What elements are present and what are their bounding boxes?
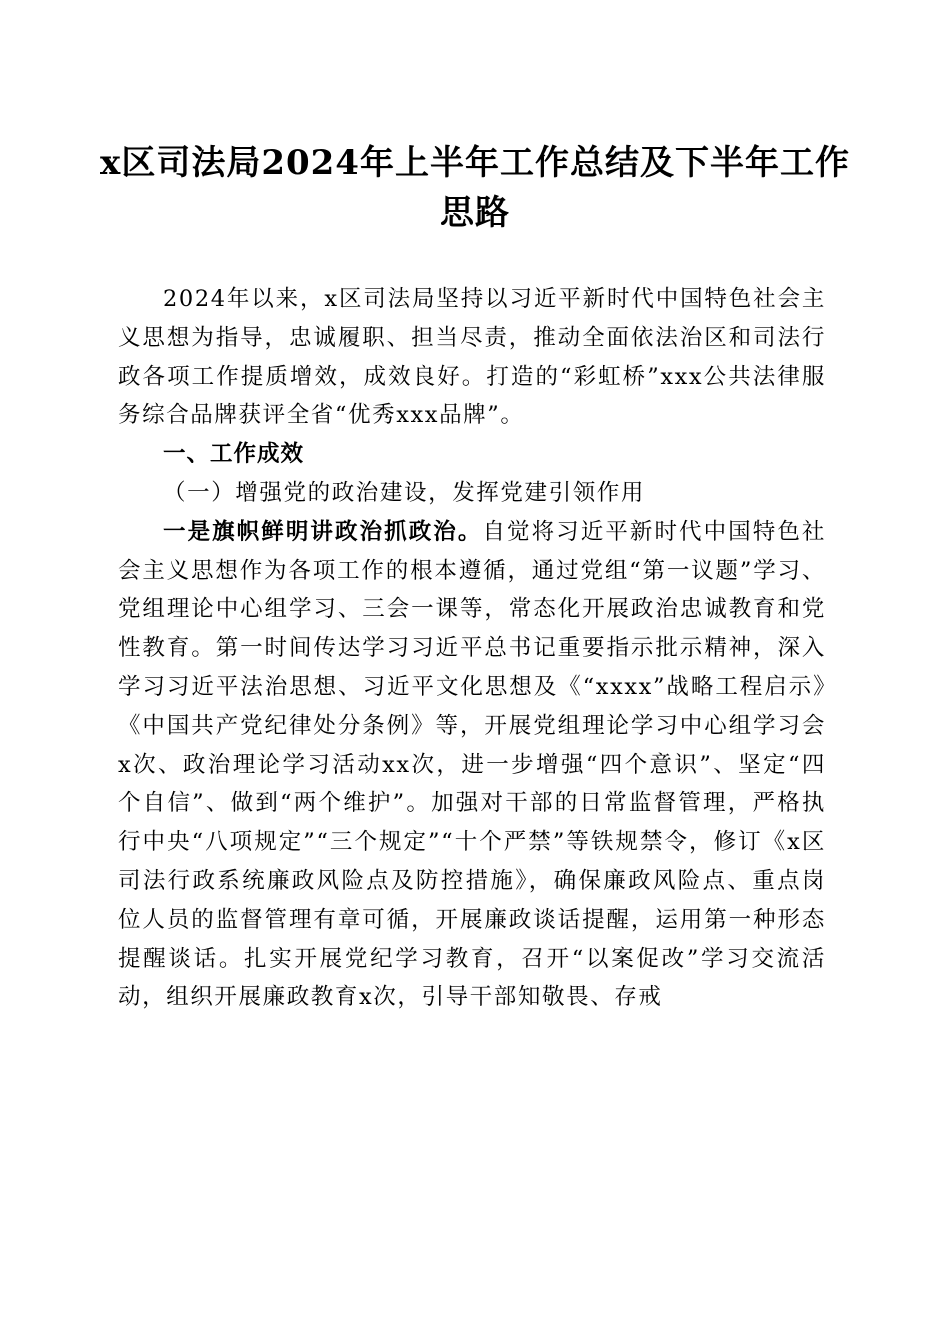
section-heading: 一、工作成效 bbox=[163, 441, 305, 468]
paragraph-body: 自觉将习近平新时代中国特色社会主义思想作为各项工作的根本遵循，通过党组“第一议题”学习、党组理论中心组学习、三会一课等，常态化开展政治忠诚教育和党性教育。第一时间传达学习习近平总书记重要指示批示精神，深入学习习近平法治思想、习近平文化思想及《“xxxx”战略工程启示》《中国共产党纪律处分条例》等，开展党组理论学习中心组学习会x次、政治理论学习活动xx次，进一步增强“四个意识”、坚定“四个自信”、做到“两个维护”。加强对干部的日常监督管理，严格执行中央“八项规定”“三个规定”“十个严禁”等铁规禁令，修订《x区司法行政系统廉政风险点及防控措施》，确保廉政风险点、重点岗位人员的监督管理有章可循，开展廉政谈话提醒，运用第一种形态提醒谈话。扎实开展党纪学习教育，召开“以案促改”学习交流活动，组织开展廉政教育x次，引导干部知敬畏、存戒 bbox=[118, 518, 826, 1011]
body-paragraph bbox=[118, 513, 826, 1017]
paragraph-lead: 一是旗帜鲜明讲政治抓政治。 bbox=[163, 518, 483, 545]
document-body bbox=[118, 280, 826, 1017]
subsection-heading: （一）增强党的政治建设，发挥党建引领作用 bbox=[163, 479, 646, 506]
intro-paragraph: 2024年以来，x区司法局坚持以习近平新时代中国特色社会主义思想为指导，忠诚履职、担当尽责，推动全面依法治区和司法行政各项工作提质增效，成效良好。打造的“彩虹桥”xxx公共法律服务综合品牌获评全省“优秀xxx品牌”。 bbox=[118, 286, 826, 429]
document-title: x区司法局2024年上半年工作总结及下半年工作思路 bbox=[100, 143, 850, 233]
